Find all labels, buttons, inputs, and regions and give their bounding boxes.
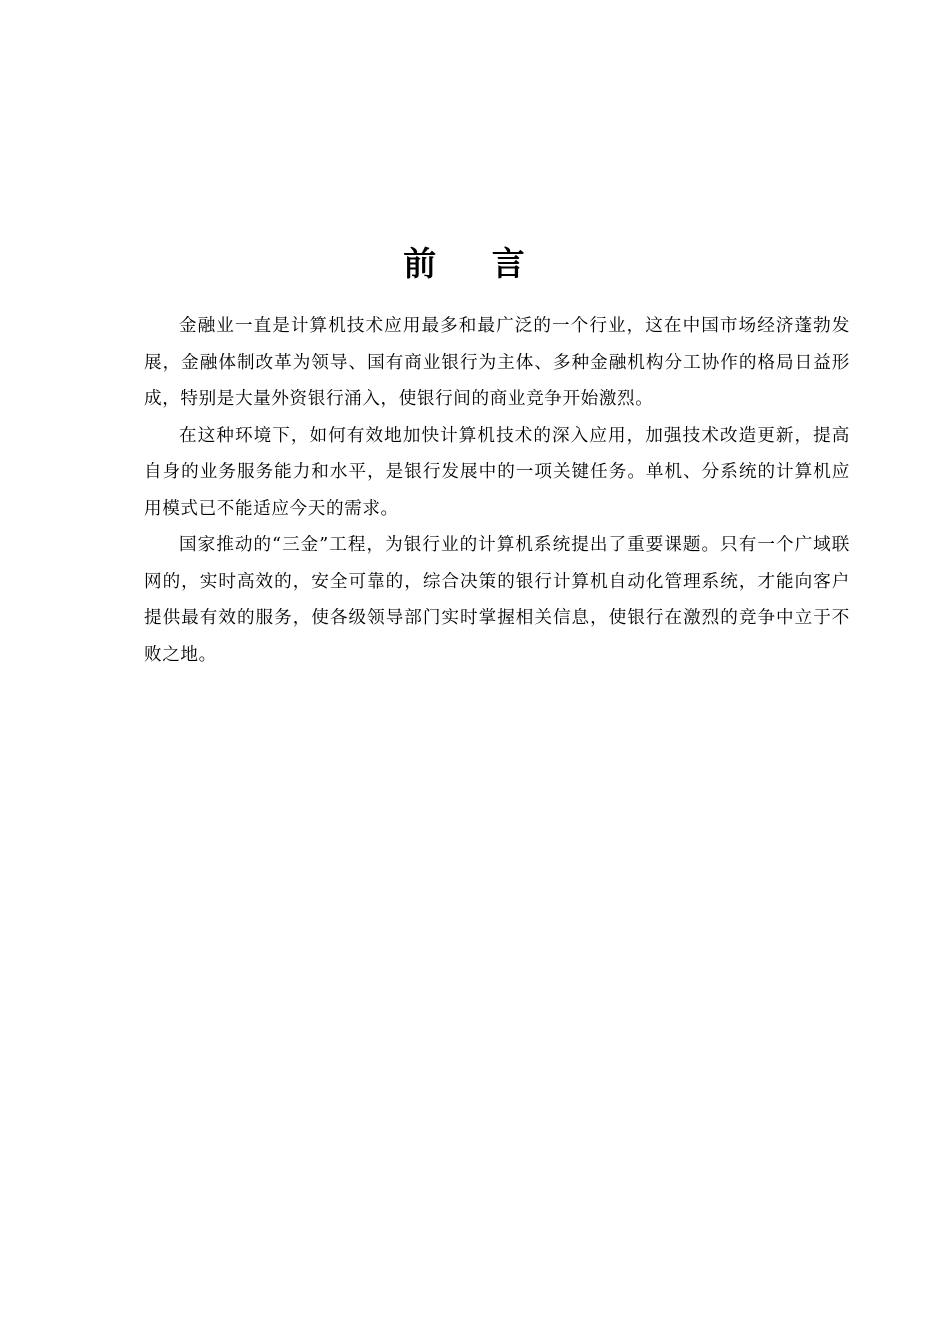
paragraph-1: 金融业一直是计算机技术应用最多和最广泛的一个行业，这在中国市场经济蓬勃发展，金融体制改革为领导、国有商业银行为主体、多种金融机构分工协作的格局日益形成，特别是大量外资银行涌入，使银行间的商业竞争开始激烈。 — [144, 316, 850, 409]
preface-body — [144, 308, 850, 673]
paragraph-3: 国家推动的“三金”工程，为银行业的计算机系统提出了重要课题。只有一个广域联网的，实时高效的，安全可靠的，综合决策的银行计算机自动化管理系统，才能向客户提供最有效的服务，使各级领导部门实时掌握相关信息，使银行在激烈的竞争中立于不败之地。 — [144, 535, 850, 665]
page-title: 前 言 — [403, 244, 547, 284]
paragraph-2: 在这种环境下，如何有效地加快计算机技术的深入应用，加强技术改造更新，提高自身的业务服务能力和水平，是银行发展中的一项关键任务。单机、分系统的计算机应用模式已不能适应今天的需求。 — [144, 425, 850, 519]
